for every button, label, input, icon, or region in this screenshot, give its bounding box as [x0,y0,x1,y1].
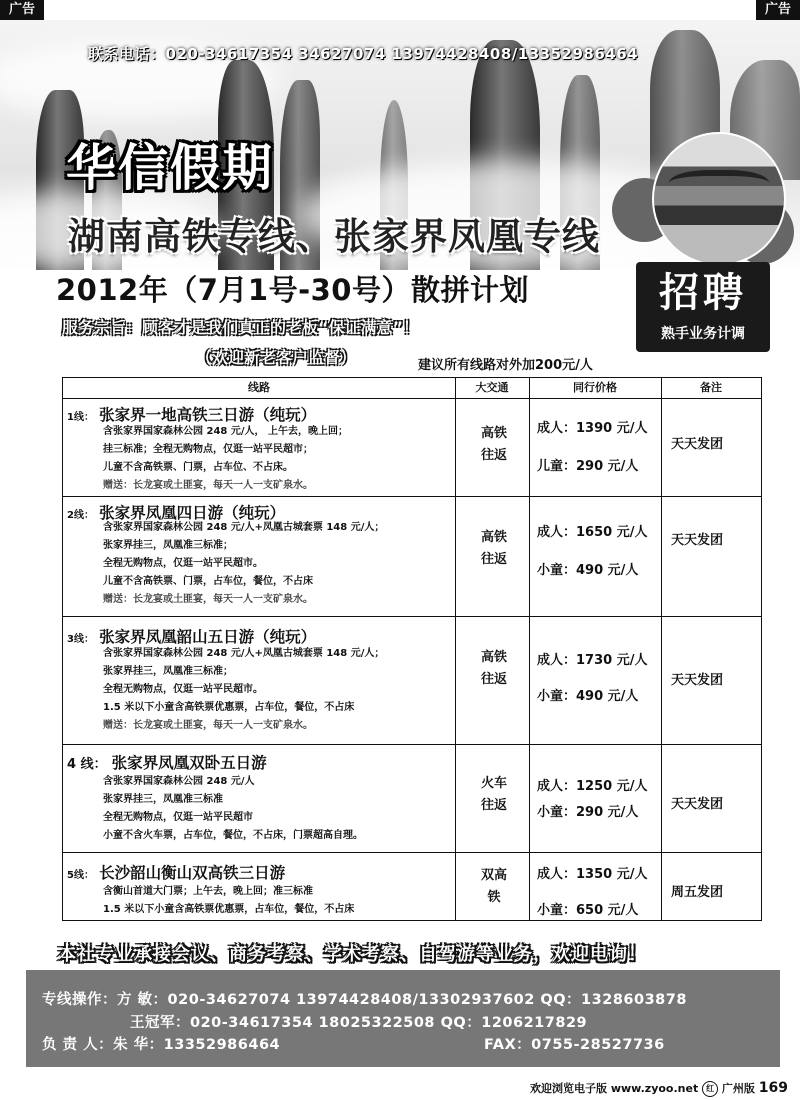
child-price: 小童：290 元/人 [537,805,639,820]
route-gift: 赠送：长龙宴或土匪宴，每天一人一支矿泉水。 [103,720,313,731]
edition-label: 广州版 [721,1082,755,1095]
contact-footer-box [26,970,780,1067]
header-price: 同行价格 [573,381,617,394]
route-detail-line: 1.5 米以下小童含高铁票优惠票，占车位，餐位，不占床 [103,702,355,713]
route-transport [459,647,529,691]
route-details [103,519,384,609]
table-row [63,745,761,853]
departure-note: 天天发团 [671,437,724,452]
page-number: 169 [758,1080,788,1096]
website-text: 欢迎浏览电子版 www.zyoo.net [530,1082,699,1095]
route-price-table [62,377,762,921]
route-detail-line: 含张家界国家森林公园 248 元/人， 上午去，晚上回； [103,426,348,437]
adult-price: 成人：1250 元/人 [537,779,648,794]
red-logo-icon: 红 [702,1081,718,1097]
table-row [63,617,761,745]
recruit-badge [636,262,770,352]
route-details [103,645,384,735]
route-detail-line: 全程无购物点，仅逛一站平民超市。 [103,684,263,695]
route-detail-line: 含衡山首道大门票；上午去，晚上回；准三标准 [103,886,313,897]
fax-line: FAX：0755-28527736 [484,1037,665,1053]
transport-line: 高铁 [480,426,507,441]
route-number: 3线： [67,634,94,645]
header-transport: 大交通 [475,381,509,394]
transport-line: 高铁 [480,530,507,545]
child-price: 小童：650 元/人 [537,903,639,918]
route-detail-line: 含张家界国家森林公园 248 元/人+凤凰古城套票 148 元/人； [103,648,385,659]
route-detail-line: 挂三标准；全程无购物点，仅逛一站平民超市； [103,444,313,455]
transport-line: 往返 [480,552,507,567]
route-name: 长沙韶山衡山双高铁三日游 [99,864,286,882]
brand-title: 华信假期 [66,138,274,197]
route-details [103,883,354,919]
route-name: 张家界一地高铁三日游（纯玩） [99,406,317,424]
route-subtitle: 湖南高铁专线、张家界凤凰专线 [68,214,600,258]
route-detail-line: 1.5 米以下小童含高铁票优惠票，占车位，餐位，不占床 [103,904,355,915]
business-services-banner: 本社专业承接会议、商务考察、学术考察、自驾游等业务，欢迎电询！ [58,944,647,965]
route-detail-line: 全程无购物点，仅逛一站平民超市 [103,812,253,823]
route-transport [459,423,529,467]
child-price: 小童：490 元/人 [537,689,639,704]
operator-contact-line-2: 王冠军：020-34617354 18025322508 QQ：1206217829 [130,1015,588,1031]
route-gift: 赠送：长龙宴或土匪宴，每天一人一支矿泉水。 [103,480,313,491]
ad-tag-right: 广告 [756,0,800,20]
transport-line: 高铁 [480,650,507,665]
route-number: 5线： [67,870,94,881]
route-detail-line: 儿童不含高铁票、门票，占车位，餐位，不占床 [103,576,313,587]
phoenix-town-photo [652,132,786,266]
page-footer [530,1080,788,1097]
route-name: 张家界凤凰四日游（纯玩） [99,504,286,522]
table-row [63,399,761,497]
transport-line: 往返 [480,798,507,813]
departure-note: 天天发团 [671,533,724,548]
departure-note: 天天发团 [671,673,724,688]
route-detail-line: 含张家界国家森林公园 248 元/人 [103,776,255,787]
route-details [103,773,363,845]
manager-contact-line: 负 责 人：朱 华：13352986464 [42,1037,281,1053]
route-transport [459,527,529,571]
route-detail-line: 儿童不含高铁票、门票，占车位、不占床。 [103,462,293,473]
ad-tag-left: 广告 [0,0,44,20]
transport-line: 铁 [487,890,501,905]
child-price: 儿童：290 元/人 [537,459,639,474]
table-row [63,497,761,617]
departure-note: 天天发团 [671,797,724,812]
header-note: 备注 [700,381,722,394]
route-transport [459,773,529,817]
plan-title: 2012年（7月1号-30号）散拼计划 [56,273,529,307]
route-name: 张家界凤凰韶山五日游（纯玩） [99,628,317,646]
route-number: 4 线： [67,757,107,772]
route-detail-line: 张家界挂三，凤凰准三标准 [103,794,223,805]
route-number: 2线： [67,510,94,521]
adult-price: 成人：1350 元/人 [537,867,648,882]
route-gift: 赠送：长龙宴或土匪宴，每天一人一支矿泉水。 [103,594,313,605]
recruit-title: 招聘 [659,270,747,316]
route-detail-line: 全程无购物点，仅逛一站平民超市。 [103,558,263,569]
table-row [63,853,761,922]
surcharge-note: 建议所有线路对外加200元/人 [418,358,593,373]
departure-note: 周五发团 [671,885,724,900]
table-header [63,378,761,399]
transport-line: 往返 [480,672,507,687]
route-detail-line: 张家界挂三，凤凰准三标准； [103,540,233,551]
transport-line: 火车 [480,776,507,791]
route-name: 张家界凤凰双卧五日游 [111,754,267,772]
adult-price: 成人：1390 元/人 [537,421,648,436]
transport-line: 双高 [480,868,507,883]
adult-price: 成人：1650 元/人 [537,525,648,540]
route-detail-line: 小童不含火车票，占车位，餐位，不占床，门票超高自理。 [103,830,363,841]
adult-price: 成人：1730 元/人 [537,653,648,668]
route-detail-line: 含张家界国家森林公园 248 元/人+凤凰古城套票 148 元/人； [103,522,385,533]
route-number: 1线： [67,412,94,423]
transport-line: 往返 [480,448,507,463]
operator-contact-line: 专线操作：方 敏：020-34627074 13974428408/13302937602 QQ：1328603878 [42,992,687,1008]
contact-phone-line: 联系电话：020-34617354 34627074 13974428408/13352986464 [88,45,639,63]
welcome-note: （欢迎新老客户监督） [196,348,357,367]
route-details [103,423,348,495]
route-detail-line: 张家界挂三，凤凰准三标准； [103,666,233,677]
header-route: 线路 [248,381,270,394]
service-motto: 服务宗旨：顾客才是我们真正的老板“保证满意”！ [62,318,420,337]
recruit-subtitle: 熟手业务计调 [661,326,745,342]
child-price: 小童：490 元/人 [537,563,639,578]
route-transport [459,865,529,909]
